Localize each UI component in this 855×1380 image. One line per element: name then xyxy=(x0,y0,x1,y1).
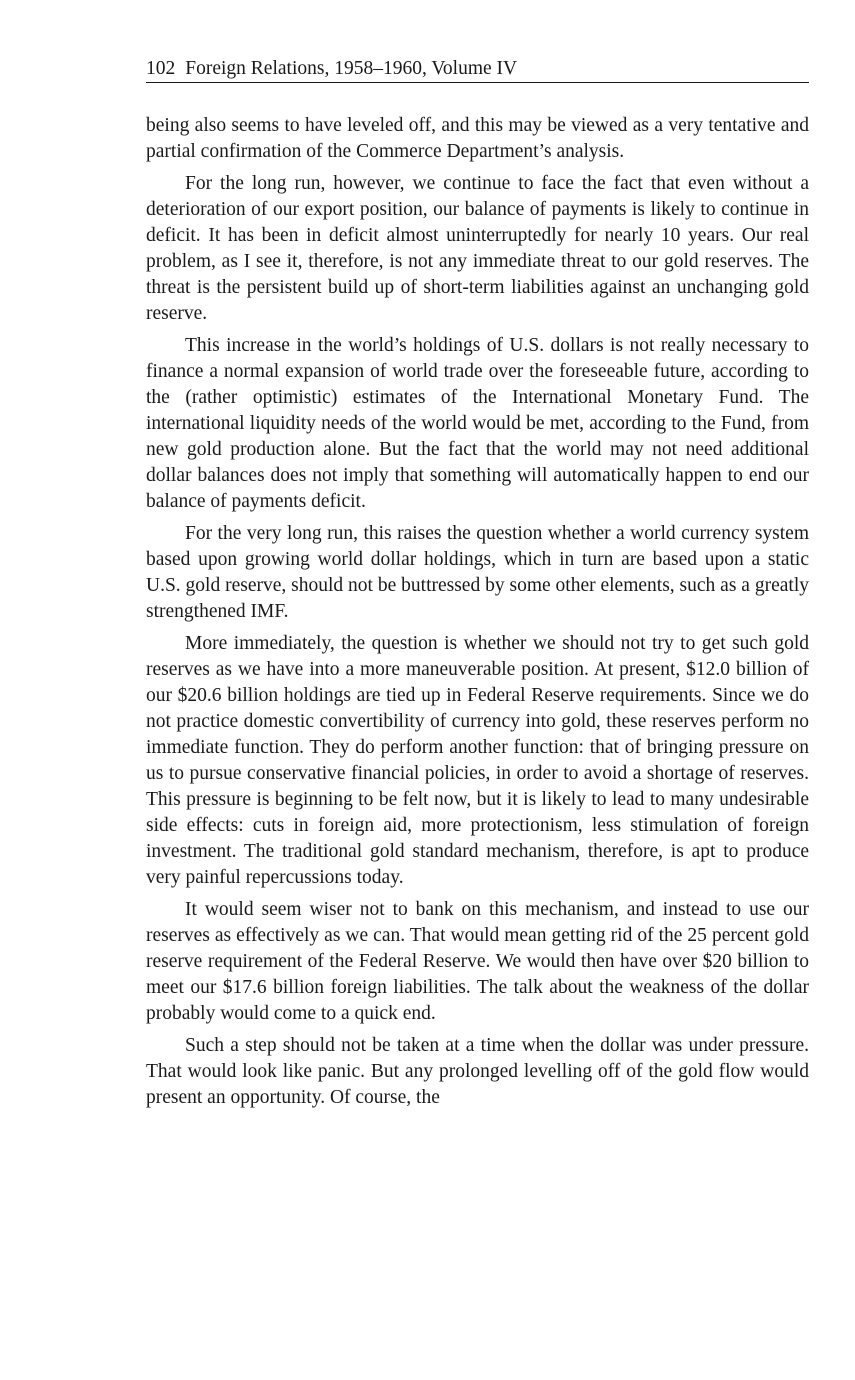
paragraph-very-long-run: For the very long run, this raises the question whether a world currency system based upon growing world dollar holdings, which in turn are based upon a static U.S. gold reserve, should not be buttressed by some other elements, such as a greatly strengthened IMF. xyxy=(146,523,809,622)
document-page xyxy=(146,56,809,1117)
paragraph-such-a-step: Such a step should not be taken at a time when the dollar was under pressure. That would look like panic. But any prolonged levelling off of the gold flow would present an opportunity. Of course, the xyxy=(146,1035,809,1108)
paragraph-long-run: For the long run, however, we continue to face the fact that even without a deterioration of our export position, our balance of payments is likely to continue in deficit. It has been in deficit almost uninterruptedly for nearly 10 years. Our real problem, as I see it, therefore, is not any immediate threat to our gold reserves. The threat is the persistent build up of short-term liabilities against an unchanging gold reserve. xyxy=(146,173,809,324)
paragraph-wiser: It would seem wiser not to bank on this mechanism, and instead to use our reserves as effectively as we can. That would mean getting rid of the 25 percent gold reserve requirement of the Federal Reserve. We would then have over $20 billion to meet our $17.6 billion foreign liabilities. The talk about the weakness of the dollar probably would come to a quick end. xyxy=(146,899,809,1024)
paragraph-more-immediately: More immediately, the question is whether we should not try to get such gold reserves as we have into a more maneuverable position. At present, $12.0 billion of our $20.6 billion holdings are tied up in Federal Reserve requirements. Since we do not practice domestic convertibility of currency into gold, these reserves perform no immediate function. They do perform another function: that of bringing pressure on us to pursue conservative financial policies, in order to avoid a shortage of reserves. This pressure is beginning to be felt now, but it is likely to lead to many undesirable side effects: cuts in foreign aid, more protectionism, less stimulation of foreign investment. The traditional gold standard mechanism, therefore, is apt to produce very painful repercussions today. xyxy=(146,633,809,888)
paragraph-world-holdings: This increase in the world’s holdings of U.S. dollars is not really necessary to finance a normal expansion of world trade over the foreseeable future, according to the (rather optimistic) estimates of the International Monetary Fund. The international liquidity needs of the world would be met, according to the Fund, from new gold production alone. But the fact that the world may not need additional dollar balances does not imply that something will automatically happen to end our balance of payments deficit. xyxy=(146,335,809,512)
volume-title: Foreign Relations, 1958–1960, Volume IV xyxy=(185,58,518,79)
body-text xyxy=(146,113,809,1111)
paragraph-continued: being also seems to have leveled off, and this may be viewed as a very tentative and partial confirmation of the Commerce Department’s analysis. xyxy=(146,115,809,162)
running-header xyxy=(146,56,809,83)
page-number: 102 xyxy=(146,58,176,79)
